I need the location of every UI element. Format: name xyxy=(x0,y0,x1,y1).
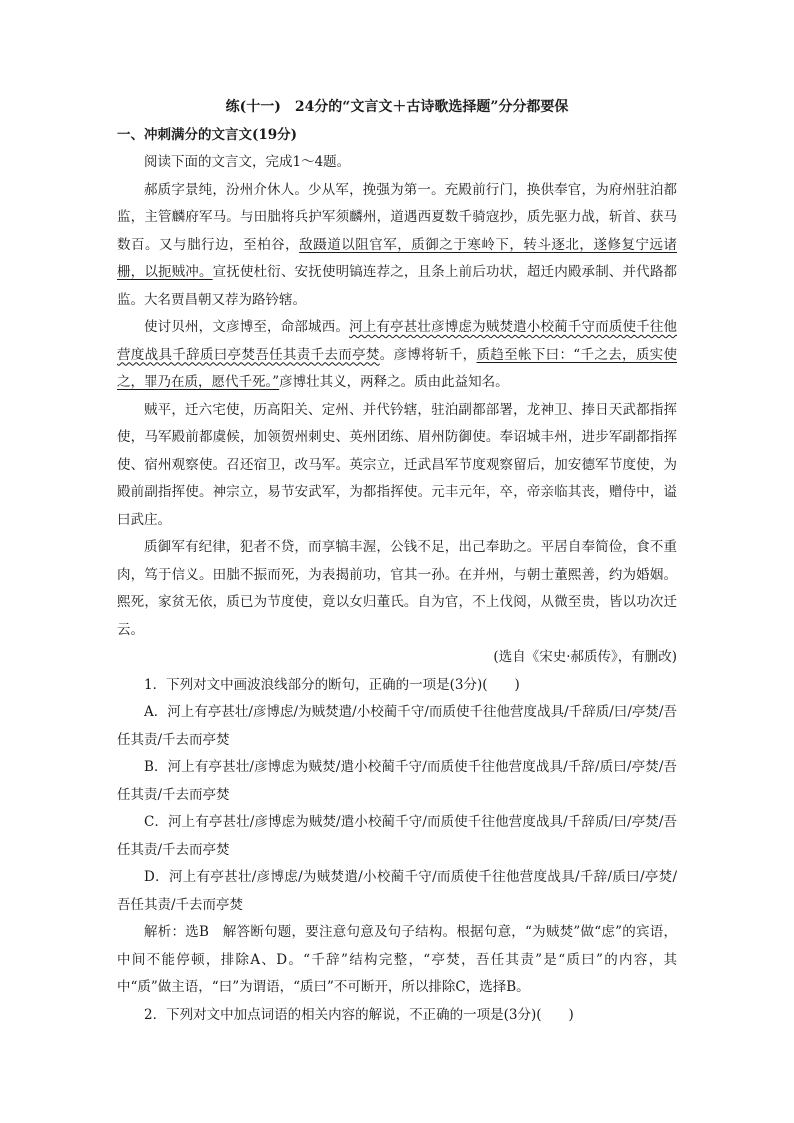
question-1-analysis: 解析：选B 解答断句题，要注意句意及句子结构。根据句意，“为贼焚”做“虑”的宾语，中间不能停顿，排除A、D。“千辞”结构完整，“亭焚，吾任其责”是“质曰”的内容，其中“质”做主语，“曰”为谓语，“质曰”不可断开，所以排除C，选择B。 xyxy=(117,924,677,995)
question-2-stem: 2．下列对文中加点词语的相关内容的解说，不正确的一项是(3分)( ) xyxy=(144,1006,574,1023)
question-1-option-c: C．河上有亭甚壮/彦博虑为贼焚/遣小校蔺千守/而质使千往他营度战具/千辞质/曰/亭焚/吾任其责/千去而亭焚 xyxy=(117,814,677,858)
passage-paragraph-4: 质御军有纪律，犯者不贷，而享犒丰渥，公钱不足，出己奉助之。平居自奉简俭，食不重肉，笃于信义。田朏不振而死，为表揭前功，官其一孙。在并州，与朝士董熙善，约为婚姻。熙死，家贫无依，质已为节度使，竟以女归董氏。自为官，不上伐阅，从微至贵，皆以功次迁云。 xyxy=(117,539,677,638)
passage-paragraph-2 xyxy=(117,314,677,397)
passage-source: (选自《宋史·郝质传》，有删改) xyxy=(493,649,677,665)
passage-text: 郝质字景纯，汾州介休人。少从军，挽强为第一。充殿前行门，换供奉官，为府州驻泊都监，主管麟府军马。与田朏将兵护军须麟州，道遇西夏数千骑寇抄，质先驱力战，斩首、获马数百。又与朏行边，至柏谷， xyxy=(117,181,677,253)
document-page xyxy=(117,94,677,1029)
question-1-option-d: D．河上有亭甚壮/彦博虑/为贼焚遣/小校蔺千守/而质使千往他营度战具/千辞/质曰/亭焚/吾任其责/千去而亭焚 xyxy=(117,869,677,913)
passage-text: 宣抚使杜衍、安抚使明镐连荐之，且条上前后功状，超迁内殿承制、并代路都监。大名贾昌朝又荐为路钤辖。 xyxy=(117,264,678,308)
passage-text: 彦博壮其义，两释之。质由此益知名。 xyxy=(279,374,509,390)
wavy-underlined-text: 河上有亭甚壮彦博虑为贼焚遣小校蔺千守而质使千往他营度战具千辞质曰亭焚吾任其责千去而亭焚 xyxy=(117,319,678,363)
underlined-sentence: 质趋至帐下曰：“千之去，质实使之，罪乃在质，愿代千死。” xyxy=(117,346,677,390)
passage-paragraph-1 xyxy=(117,177,677,315)
passage-paragraph-3: 贼平，迁六宅使，历高阳关、定州、并代钤辖，驻泊副都部署，龙神卫、捧日天武都指挥使，马军殿前都虞候，加领贺州刺史、英州团练、眉州防御使。奉诏城丰州，进步军副都指挥使、宿州观察使。召还宿卫，改马军。英宗立，迁武昌军节度观察留后，加安德军节度使，为殿前副指挥使。神宗立，易节安武军，为都指挥使。元丰元年，卒，帝亲临其丧，赠侍中，谥曰武庄。 xyxy=(117,401,677,528)
instruction-text: 阅读下面的文言文，完成1～4题。 xyxy=(144,154,351,170)
question-1-stem: 1．下列对文中画波浪线部分的断句，正确的一项是(3分)( ) xyxy=(144,676,520,693)
question-1-option-b: B．河上有亭甚壮/彦博虑为贼焚/遣小校蔺千守/而质使千往他营度战具/千辞/质曰/亭焚/吾任其责/千去而亭焚 xyxy=(117,759,677,803)
passage-text: 。彦博将斩千， xyxy=(379,346,477,363)
section-heading: 一、冲刺满分的文言文(19分) xyxy=(117,126,298,143)
question-1-option-a: A．河上有亭甚壮/彦博虑/为贼焚遣/小校蔺千守/而质使千往他营度战具/千辞质/曰/亭焚/吾任其责/千去而亭焚 xyxy=(117,704,677,748)
passage-text: 使讨贝州，文彦博至，命部城西。 xyxy=(144,319,350,335)
page-title: 练(十一) 24分的“文言文＋古诗歌选择题”分分都要保 xyxy=(225,99,569,115)
underlined-sentence: 敌蹑道以阻官军，质御之于寒岭下，转斗逐北，遂修复宁远诸栅，以扼贼冲。 xyxy=(117,236,678,280)
